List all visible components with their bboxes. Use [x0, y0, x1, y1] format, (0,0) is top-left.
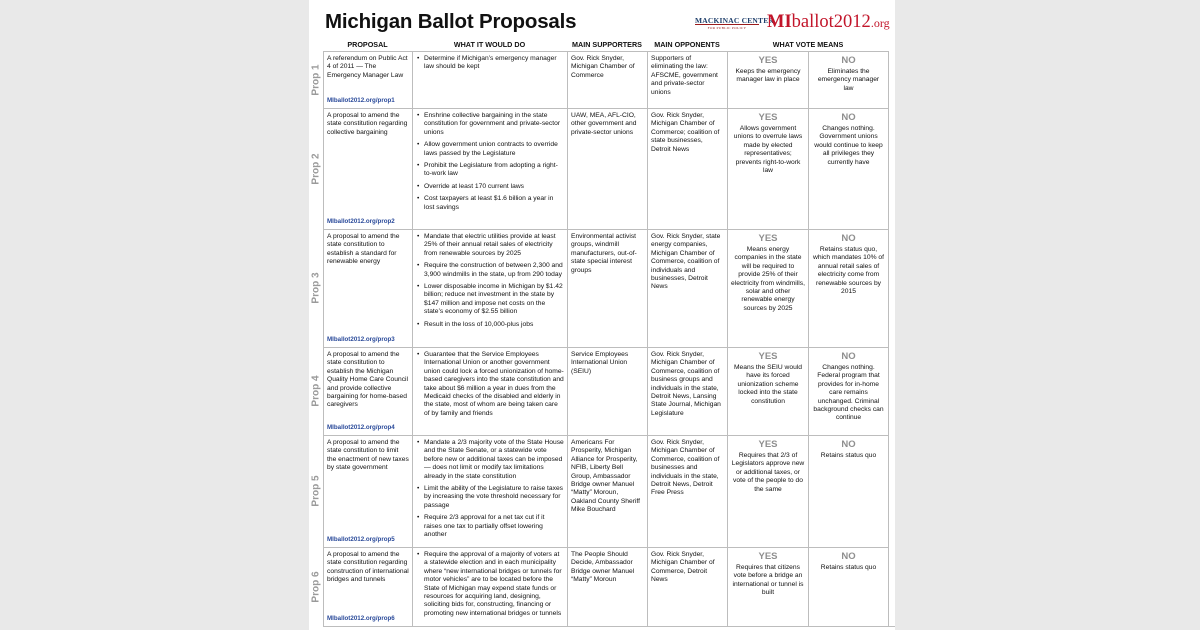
bullet-item: • Allow government union contracts to override laws passed by the Legislature — [424, 141, 564, 158]
cell-proposal — [323, 435, 412, 547]
cell-supporters — [567, 547, 647, 626]
proposal-number-text: Prop 3 — [310, 272, 322, 304]
opponents-text: Gov. Rick Snyder, state energy companies, Michigan Chamber of Commerce, coalition of individuals and businesses, Detroit News — [651, 233, 721, 291]
cell-yes — [727, 51, 808, 108]
what-it-would-do-list — [416, 439, 564, 539]
yes-vote-heading: YES — [758, 233, 778, 244]
yes-vote-heading: YES — [758, 112, 778, 123]
proposal-description: A proposal to amend the state constitution to establish the Michigan Quality Home Care Council and provide collective bargaining for home-based caregivers — [327, 351, 409, 409]
no-vote-heading: NO — [841, 112, 856, 123]
no-vote-heading: NO — [841, 439, 856, 450]
cell-supporters — [567, 435, 647, 547]
cell-proposal — [323, 51, 412, 108]
page-title: Michigan Ballot Proposals — [325, 10, 577, 33]
proposal-link[interactable]: MIballot2012.org/prop2 — [327, 217, 395, 225]
table-row — [309, 229, 895, 347]
proposal-number-label — [309, 435, 323, 547]
table-row — [309, 435, 895, 547]
cell-opponents — [647, 547, 727, 626]
bullet-item: • Guarantee that the Service Employees International Union or another government union could lock a forced unionization of home-based caregivers into the state constitution and take about $6 million a year in dues from the Medicaid checks of the disabled and elderly in the state, most of whom are being taken care of by family and friends — [424, 351, 564, 418]
cell-proposal — [323, 347, 412, 435]
bullet-item: • Determine if Michigan’s emergency manager law should be kept — [424, 55, 564, 72]
proposal-number-text: Prop 1 — [310, 63, 322, 96]
mackinac-center-logo — [695, 16, 775, 30]
cell-does — [412, 347, 567, 435]
proposal-description: A proposal to amend the state constitution regarding construction of international bridges and tunnels — [327, 551, 409, 584]
proposal-link[interactable]: MIballot2012.org/prop5 — [327, 535, 395, 543]
bullet-item: • Result in the loss of 10,000-plus jobs — [424, 321, 564, 329]
bullet-item: • Prohibit the Legislature from adopting a right-to-work law — [424, 162, 564, 179]
proposal-number-label — [309, 51, 323, 108]
proposal-link[interactable]: MIballot2012.org/prop1 — [327, 96, 395, 104]
bullet-item: • Require the construction of between 2,300 and 3,900 windmills in the state, up from 290 today — [424, 262, 564, 279]
proposal-description: A proposal to amend the state constitution to establish a standard for renewable energy — [327, 233, 400, 266]
cell-does — [412, 108, 567, 229]
cell-yes — [727, 108, 808, 229]
no-vote-meaning: Eliminates the emergency manager law — [817, 68, 880, 92]
cell-proposal — [323, 108, 412, 229]
cell-supporters — [567, 51, 647, 108]
table-row — [309, 51, 895, 108]
no-vote-heading: NO — [841, 551, 856, 562]
miballot-logo-ballot: ballot2012 — [791, 12, 871, 32]
column-header-main-supporters: MAIN SUPPORTERS — [572, 40, 642, 49]
cell-no — [808, 51, 889, 108]
table-row — [309, 108, 895, 229]
yes-vote-heading: YES — [758, 351, 778, 362]
mackinac-logo-rule — [695, 24, 759, 25]
table-row — [309, 547, 895, 626]
no-vote-heading: NO — [841, 351, 856, 362]
cell-supporters — [567, 347, 647, 435]
opponents-text: Gov. Rick Snyder, Michigan Chamber of Commerce, Detroit News — [651, 551, 715, 584]
supporters-text: Environmental activist groups, windmill manufacturers, out-of-state special interest groups — [571, 233, 637, 274]
proposal-number-text: Prop 6 — [310, 570, 322, 603]
column-header-what-vote-means: WHAT VOTE MEANS — [772, 40, 844, 49]
proposal-number-text: Prop 2 — [310, 152, 322, 185]
cell-yes — [727, 547, 808, 626]
no-vote-meaning: Changes nothing. Government unions would continue to keep all privileges they currently have — [814, 125, 883, 166]
bullet-item: • Require the approval of a majority of voters at a statewide election and in each municipality where “new international bridges or tunnels for motor vehicles” are to be located before the State of Michigan may expend state funds or resources for acquiring land, designing, soliciting bids for, constructing, financing or promoting new international bridges or tunnels — [424, 551, 564, 618]
cell-supporters — [567, 108, 647, 229]
no-vote-meaning: Changes nothing. Federal program that provides for in-home care remains unchanged. Criminal background checks can continue — [813, 364, 884, 422]
proposal-link[interactable]: MIballot2012.org/prop4 — [327, 423, 395, 431]
yes-vote-meaning: Requires that 2/3 of Legislators approve new or additional taxes, or vote of the people to do the same — [731, 452, 805, 493]
miballot-logo — [767, 12, 890, 33]
opponents-text: Supporters of eliminating the law: AFSCME, government and private-sector unions — [651, 55, 718, 96]
bullet-item: • Enshrine collective bargaining in the state constitution for government and private-sector unions — [424, 112, 564, 137]
bullet-item: • Mandate that electric utilities provide at least 25% of their annual retail sales of electricity from renewable sources by 2025 — [424, 233, 564, 258]
miballot-logo-mi: MI — [767, 12, 792, 32]
mackinac-logo-line2: FOR PUBLIC POLICY — [707, 26, 747, 30]
cell-proposal — [323, 547, 412, 626]
no-vote-meaning: Retains status quo, which mandates 10% of annual retail sales of electricity come from renewable sources by 2015 — [812, 246, 884, 296]
cell-no — [808, 347, 889, 435]
supporters-text: The People Should Decide, Ambassador Bridge owner Manuel “Matty” Moroun — [571, 551, 635, 584]
supporters-text: Gov. Rick Snyder, Michigan Chamber of Commerce — [571, 55, 635, 79]
proposal-link[interactable]: MIballot2012.org/prop6 — [327, 614, 395, 622]
yes-vote-meaning: Means the SEIU would have its forced unionization scheme locked into the state constitution — [733, 364, 803, 405]
bullet-item: • Mandate a 2/3 majority vote of the State House and the State Senate, or a statewide vote before new or additional taxes can be imposed — does not limit or modify tax limitations already in the state constitution — [424, 439, 564, 481]
cell-no — [808, 229, 889, 347]
proposal-description: A referendum on Public Act 4 of 2011 — The Emergency Manager Law — [327, 55, 408, 79]
supporters-text: Americans For Prosperity, Michigan Alliance for Prosperity, NFIB, Liberty Bell Group, Ambassador Bridge owner Manuel “Matty” Moroun, Oakland County Sheriff Mike Bouchard — [571, 439, 641, 514]
cell-opponents — [647, 229, 727, 347]
cell-yes — [727, 229, 808, 347]
proposal-link[interactable]: MIballot2012.org/prop3 — [327, 335, 395, 343]
cell-opponents — [647, 108, 727, 229]
what-it-would-do-list — [416, 351, 564, 418]
cell-proposal — [323, 229, 412, 347]
mackinac-logo-line1: MACKINAC CENTER — [695, 16, 775, 25]
opponents-text: Gov. Rick Snyder, Michigan Chamber of Commerce, coalition of business groups and individuals in the state, Detroit News, Lansing State Journal, Michigan Legislature — [651, 351, 721, 417]
table-row — [309, 347, 895, 435]
yes-vote-meaning: Keeps the emergency manager law in place — [735, 68, 801, 84]
column-header-main-opponents: MAIN OPPONENTS — [654, 40, 720, 49]
proposal-number-label — [309, 347, 323, 435]
yes-vote-heading: YES — [758, 551, 778, 562]
cell-yes — [727, 347, 808, 435]
cell-no — [808, 547, 889, 626]
no-vote-heading: NO — [841, 233, 856, 244]
cell-does — [412, 229, 567, 347]
opponents-text: Gov. Rick Snyder, Michigan Chamber of Commerce; coalition of state businesses, Detroit News — [651, 112, 720, 153]
yes-vote-heading: YES — [758, 439, 778, 450]
proposal-number-label — [309, 229, 323, 347]
bullet-item: • Limit the ability of the Legislature to raise taxes by increasing the vote threshold necessary for passage — [424, 485, 564, 510]
proposal-description: A proposal to amend the state constitution regarding collective bargaining — [327, 112, 408, 136]
opponents-text: Gov. Rick Snyder, Michigan Chamber of Commerce, coalition of businesses and individuals in the state, Detroit News, Detroit Free Press — [651, 439, 720, 497]
bullet-item: • Override at least 170 current laws — [424, 183, 564, 191]
proposal-number-text: Prop 5 — [310, 475, 322, 507]
bullet-item: • Cost taxpayers at least $1.6 billion a year in lost savings — [424, 195, 564, 212]
yes-vote-meaning: Means energy companies in the state will be required to provide 25% of their electricity from windmills, solar and other renewable energy sources by 2025 — [731, 246, 805, 312]
document-page — [309, 0, 895, 630]
what-it-would-do-list — [416, 55, 564, 72]
table-bottom-rule — [323, 626, 895, 627]
what-it-would-do-list — [416, 233, 564, 329]
cell-no — [808, 435, 889, 547]
column-header-what-it-would-do: WHAT IT WOULD DO — [453, 40, 526, 49]
no-vote-meaning: Retains status quo — [820, 452, 877, 459]
what-it-would-do-list — [416, 112, 564, 212]
cell-no — [808, 108, 889, 229]
proposal-number-label — [309, 108, 323, 229]
proposal-number-label — [309, 547, 323, 626]
cell-opponents — [647, 435, 727, 547]
cell-opponents — [647, 51, 727, 108]
cell-yes — [727, 435, 808, 547]
supporters-text: UAW, MEA, AFL-CIO, other government and private-sector unions — [571, 112, 637, 136]
cell-does — [412, 547, 567, 626]
what-it-would-do-list — [416, 551, 564, 618]
cell-opponents — [647, 347, 727, 435]
bullet-item: • Require 2/3 approval for a net tax cut if it raises one tax to partially offset lowering another — [424, 514, 564, 539]
proposal-number-text: Prop 4 — [310, 375, 322, 407]
bullet-item: • Lower disposable income in Michigan by $1.42 billion; reduce net investment in the state by $147 million and impose net costs on the state’s economy of $2.55 billion — [424, 283, 564, 317]
cell-supporters — [567, 229, 647, 347]
supporters-text: Service Employees International Union (SEIU) — [571, 351, 629, 375]
yes-vote-meaning: Allows government unions to overrule laws made by elected representatives; prevents right-to-work law — [733, 125, 803, 175]
no-vote-meaning: Retains status quo — [820, 564, 877, 571]
no-vote-heading: NO — [841, 55, 856, 66]
yes-vote-meaning: Requires that citizens vote before a bridge an international or tunnel is built — [732, 564, 804, 597]
cell-does — [412, 51, 567, 108]
yes-vote-heading: YES — [758, 55, 778, 66]
proposal-description: A proposal to amend the state constitution to limit the enactment of new taxes by state government — [327, 439, 409, 472]
cell-does — [412, 435, 567, 547]
column-header-proposal: PROPOSAL — [347, 40, 388, 49]
miballot-logo-org: .org — [870, 16, 890, 30]
